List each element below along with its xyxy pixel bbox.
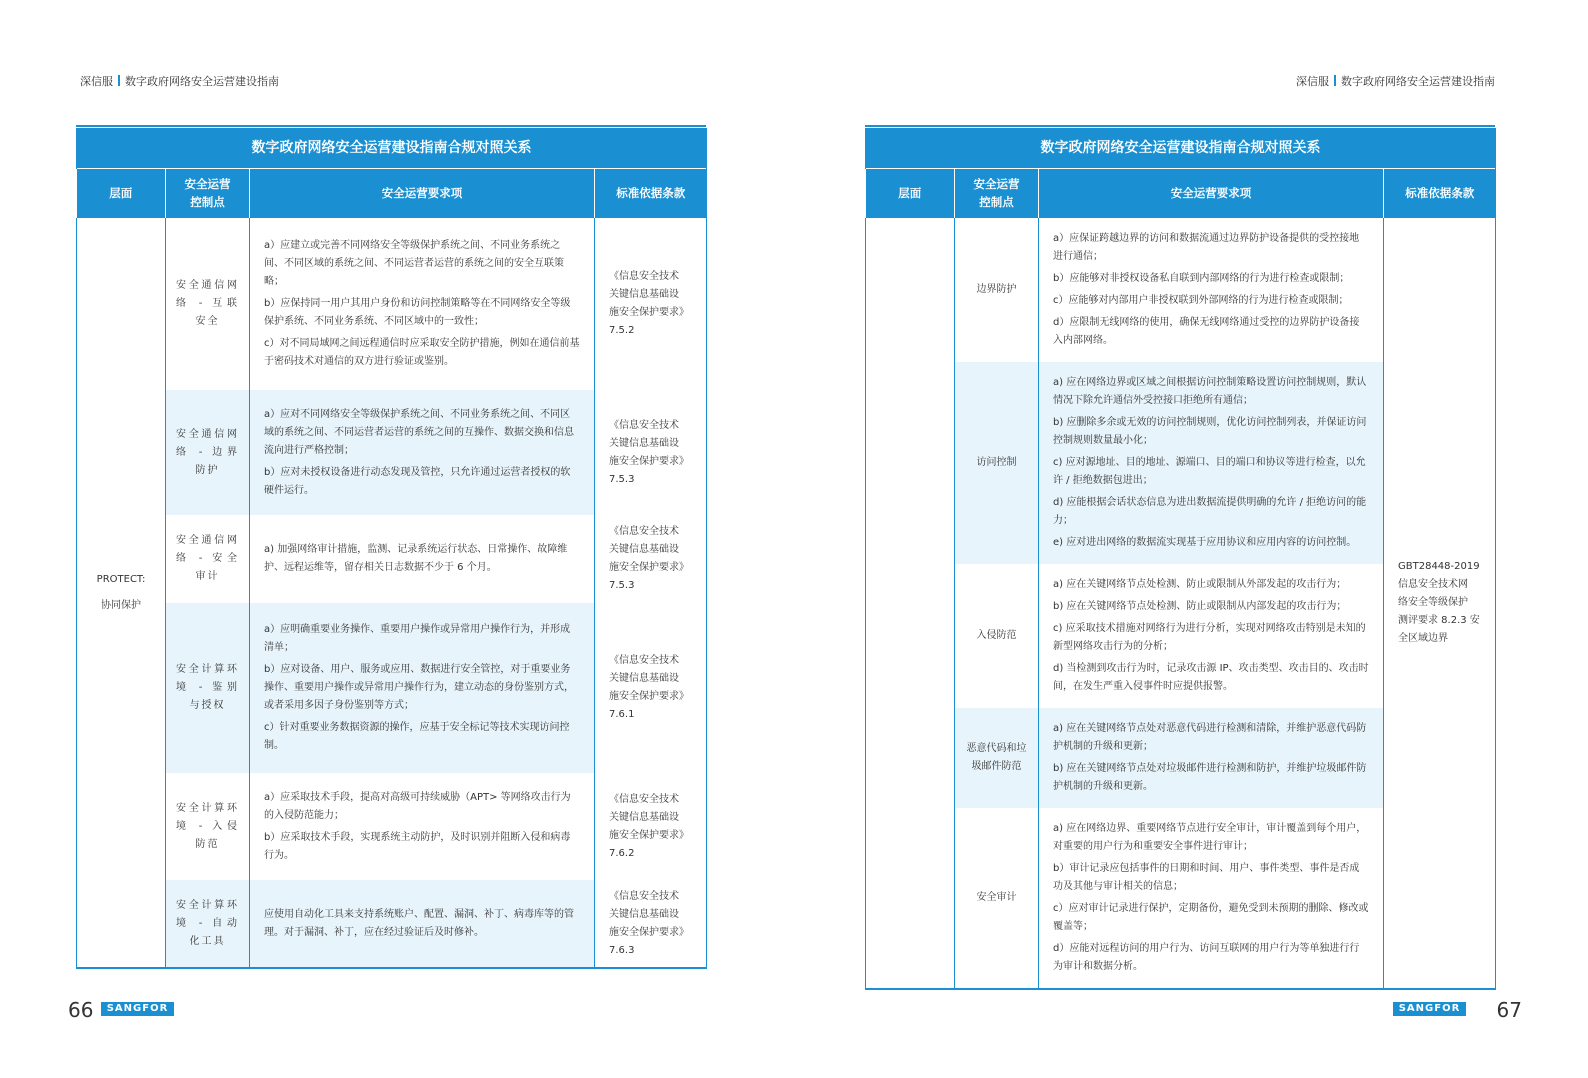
control-point: 安全审计 <box>955 808 1039 989</box>
basis-line: 7.5.3 <box>609 580 635 591</box>
requirement-item: a）应保证跨越边界的访问和数据流通过边界防护设备提供的受控接地进行通信； <box>1053 233 1360 262</box>
basis-line: 施安全保护要求》 <box>609 455 689 467</box>
basis-line: 关键信息基础设 <box>609 673 679 684</box>
control-point: 安全计算环境 - 自动化工具 <box>166 880 250 968</box>
basis-cell <box>595 515 707 603</box>
requirement-item: a）应明确重要业务操作、重要用户操作或异常用户操作行为，并形成清单； <box>264 624 571 653</box>
layer-cell <box>866 218 955 989</box>
requirement-item: a) 应在关键网络节点处检测、防止或限制从外部发起的攻击行为； <box>1053 579 1347 590</box>
control-point: 入侵防范 <box>955 564 1039 708</box>
requirement-item: d）应能对远程访问的用户行为、访问互联网的用户行为等单独进行行为审计和数据分析。 <box>1053 943 1360 972</box>
requirement-item: a) 应在网络边界或区域之间根据访问控制策略设置访问控制规则，默认情况下除允许通信外受控接口拒绝所有通信； <box>1053 377 1367 406</box>
requirement-item: b）应能够对非授权设备私自联到内部网络的行为进行检查或限制； <box>1053 273 1350 284</box>
control-point: 访问控制 <box>955 362 1039 564</box>
requirement-item: c）应对审计记录进行保护，定期备份，避免受到未预期的删除、修改或覆盖等； <box>1053 903 1369 932</box>
compliance-table-left <box>76 128 706 969</box>
table-row <box>77 515 707 603</box>
basis-line: 《信息安全技术 <box>609 271 679 282</box>
basis-line: 7.6.1 <box>609 709 635 720</box>
requirement-item: a) 应在网络边界、重要网络节点进行安全审计，审计覆盖到每个用户，对重要的用户行为和重要安全事件进行审计； <box>1053 823 1367 852</box>
basis-line: 《信息安全技术 <box>609 419 679 431</box>
requirement-item: a）应对不同网络安全等级保护系统之间、不同业务系统之间、不同区域的系统之间、不同运营者运营的系统之间的互操作、数据交换和信息流向进行严格控制； <box>264 408 574 456</box>
table-row <box>77 218 707 390</box>
requirements-cell <box>250 218 595 390</box>
page-number-left: 66 <box>68 998 94 1022</box>
basis-line: 络安全等级保护 <box>1398 597 1468 608</box>
basis-line: 《信息安全技术 <box>609 793 679 805</box>
control-point: 安全通信网络 - 互联安全 <box>166 218 250 390</box>
brand-tag-right: SANGFOR <box>1393 1002 1466 1016</box>
table-row <box>866 218 1496 362</box>
basis-line: 《信息安全技术 <box>609 890 679 902</box>
running-head-left <box>80 73 279 89</box>
requirement-item: d) 应能根据会话状态信息为进出数据流提供明确的允许 / 拒绝访问的能力； <box>1053 497 1367 526</box>
running-head-right <box>1296 73 1495 89</box>
basis-line: 施安全保护要求》 <box>609 691 689 702</box>
layer-cell <box>77 218 166 968</box>
requirement-item: b) 应在关键网络节点处对垃圾邮件进行检测和防护，并维护垃圾邮件防护机制的升级和更新。 <box>1053 763 1367 792</box>
basis-line: 《信息安全技术 <box>609 655 679 666</box>
basis-line: 7.6.3 <box>609 944 635 956</box>
requirements-cell <box>1039 808 1384 989</box>
col-header-requirements: 安全运营要求项 <box>250 168 595 218</box>
col-header-control: 安全运营控制点 <box>166 168 250 218</box>
basis-line: 关键信息基础设 <box>609 908 679 920</box>
requirement-item: b）应对未授权设备进行动态发现及管控，只允许通过运营者授权的软硬件运行。 <box>264 466 571 496</box>
basis-cell <box>595 773 707 880</box>
col-header-control: 安全运营控制点 <box>955 168 1039 218</box>
layer-line1: PROTECT: <box>96 573 146 585</box>
requirement-item: b）应对设备、用户、服务或应用、数据进行安全管控，对于重要业务操作、重要用户操作或异常用户操作行为，建立动态的身份鉴别方式，或者采用多因子身份鉴别等方式； <box>264 664 574 711</box>
basis-line: 施安全保护要求》 <box>609 926 689 938</box>
layer-line2: 协同保护 <box>101 599 141 611</box>
header-doc-title: 数字政府网络安全运营建设指南 <box>125 75 279 88</box>
basis-line: 7.5.3 <box>609 473 635 485</box>
basis-line: 7.6.2 <box>609 847 635 859</box>
control-point: 安全计算环境 - 入侵防范 <box>166 773 250 880</box>
compliance-table-right <box>865 128 1495 990</box>
basis-line: 关键信息基础设 <box>609 544 679 555</box>
requirements-cell <box>1039 218 1384 362</box>
requirement-item: a）应采取技术手段，提高对高级可持续威胁（APT> 等网络攻击行为的入侵防范能力； <box>264 791 571 821</box>
table-row <box>77 603 707 773</box>
requirement-item: a) 应在关键网络节点处对恶意代码进行检测和清除，并维护恶意代码防护机制的升级和更新； <box>1053 723 1367 752</box>
requirements-cell <box>250 603 595 773</box>
requirement-item: 应使用自动化工具来支持系统账户、配置、漏洞、补丁、病毒库等的管理。对于漏洞、补丁，应在经过验证后及时修补。 <box>264 908 574 938</box>
basis-line: 关键信息基础设 <box>609 289 679 300</box>
requirement-item: b) 应删除多余或无效的访问控制规则，优化访问控制列表，并保证访问控制规则数量最小化； <box>1053 417 1367 446</box>
control-point: 安全通信网络 - 安全审计 <box>166 515 250 603</box>
requirement-item: c）对不同局域网之间远程通信时应采取安全防护措施，例如在通信前基于密码技术对通信的双方进行验证或鉴别。 <box>264 338 580 367</box>
col-header-layer: 层面 <box>866 168 955 218</box>
requirement-item: a) 加强网络审计措施，监测、记录系统运行状态、日常操作、故障维护、远程运维等，留存相关日志数据不少于 6 个月。 <box>264 544 568 573</box>
table-row <box>77 390 707 515</box>
requirement-item: e) 应对进出网络的数据流实现基于应用协议和应用内容的访问控制。 <box>1053 537 1357 548</box>
requirements-cell <box>250 390 595 515</box>
requirement-item: c）应能够对内部用户非授权联到外部网络的行为进行检查或限制； <box>1053 295 1349 306</box>
control-point: 边界防护 <box>955 218 1039 362</box>
basis-cell <box>595 603 707 773</box>
table-row <box>77 773 707 880</box>
requirements-cell <box>1039 708 1384 808</box>
col-header-layer: 层面 <box>77 168 166 218</box>
requirement-item: b）审计记录应包括事件的日期和时间、用户、事件类型、事件是否成功及其他与审计相关的信息； <box>1053 863 1360 892</box>
requirement-item: c）针对重要业务数据资源的操作，应基于安全标记等技术实现访问控制。 <box>264 722 570 751</box>
table-title: 数字政府网络安全运营建设指南合规对照关系 <box>77 128 707 168</box>
requirement-item: a）应建立或完善不同网络安全等级保护系统之间、不同业务系统之间、不同区域的系统之间、不同运营者运营的系统之间的安全互联策略； <box>264 240 564 287</box>
col-header-requirements: 安全运营要求项 <box>1039 168 1384 218</box>
col-header-basis: 标准依据条款 <box>595 168 707 218</box>
requirements-cell <box>1039 362 1384 564</box>
basis-cell <box>595 218 707 390</box>
requirements-cell <box>250 773 595 880</box>
requirement-item: d）应限制无线网络的使用，确保无线网络通过受控的边界防护设备接入内部网络。 <box>1053 317 1360 346</box>
basis-line: 全区域边界 <box>1398 633 1448 644</box>
header-separator <box>118 75 120 86</box>
requirements-cell <box>250 515 595 603</box>
basis-line: 施安全保护要求》 <box>609 562 689 573</box>
basis-cell <box>1384 218 1496 989</box>
basis-line: 施安全保护要求》 <box>609 829 689 841</box>
requirement-item: c) 应采取技术措施对网络行为进行分析，实现对网络攻击特别是未知的新型网络攻击行为的分析； <box>1053 623 1366 652</box>
col-header-basis: 标准依据条款 <box>1384 168 1496 218</box>
basis-cell <box>595 880 707 968</box>
header-separator <box>1334 75 1336 86</box>
header-doc-title: 数字政府网络安全运营建设指南 <box>1341 75 1495 88</box>
requirement-item: d) 当检测到攻击行为时，记录攻击源 IP、攻击类型、攻击目的、攻击时间，在发生严重入侵事件时应提供报警。 <box>1053 663 1369 692</box>
basis-line: 信息安全技术网 <box>1398 579 1468 590</box>
basis-line: 7.5.2 <box>609 325 635 336</box>
basis-line: 测评要求 8.2.3 安 <box>1398 615 1480 626</box>
requirements-cell <box>250 880 595 968</box>
basis-cell <box>595 390 707 515</box>
page-number-right: 67 <box>1496 998 1522 1022</box>
requirement-item: b）应保持同一用户其用户身份和访问控制策略等在不同网络安全等级保护系统、不同业务系统、不同区域中的一致性； <box>264 298 571 327</box>
table-row <box>77 880 707 968</box>
requirement-item: b) 应在关键网络节点处检测、防止或限制从内部发起的攻击行为； <box>1053 601 1347 612</box>
requirements-cell <box>1039 564 1384 708</box>
brand-tag-left: SANGFOR <box>101 1002 174 1016</box>
control-point: 恶意代码和垃圾邮件防范 <box>955 708 1039 808</box>
basis-line: 关键信息基础设 <box>609 811 679 823</box>
basis-line: 关键信息基础设 <box>609 437 679 449</box>
basis-line: 施安全保护要求》 <box>609 307 689 318</box>
control-point: 安全计算环境 - 鉴别与授权 <box>166 603 250 773</box>
header-brand: 深信服 <box>1296 75 1329 88</box>
requirement-item: b）应采取技术手段，实现系统主动防护，及时识别并阻断入侵和病毒行为。 <box>264 831 571 861</box>
control-point: 安全通信网络 - 边界防护 <box>166 390 250 515</box>
requirement-item: c) 应对源地址、目的地址、源端口、目的端口和协议等进行检查，以允许 / 拒绝数据包进出； <box>1053 457 1366 486</box>
basis-line: GBT28448-2019 <box>1398 561 1480 572</box>
basis-line: 《信息安全技术 <box>609 526 679 537</box>
table-title: 数字政府网络安全运营建设指南合规对照关系 <box>866 128 1496 168</box>
header-brand: 深信服 <box>80 75 113 88</box>
